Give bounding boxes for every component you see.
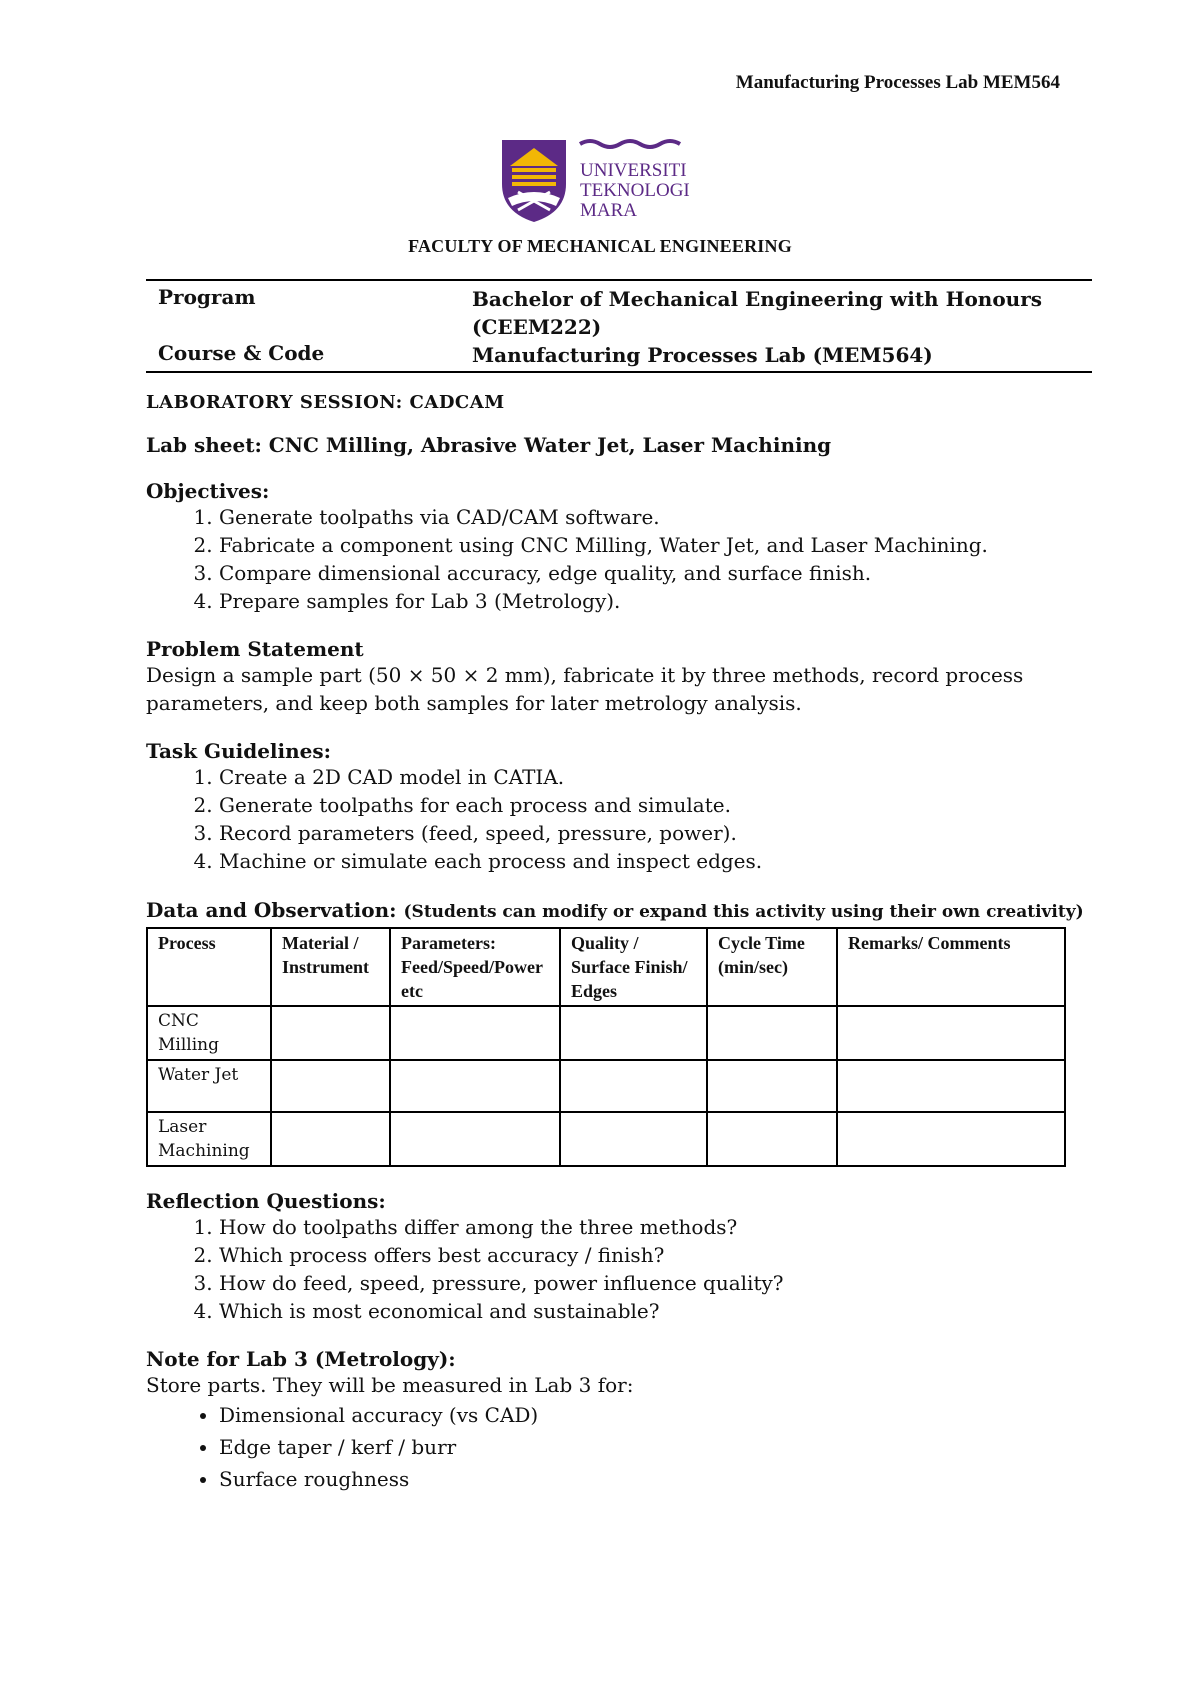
col-header-remarks: Remarks/ Comments [837,928,1065,1006]
note-lab3-intro: Store parts. They will be measured in Lab 3 for: [146,1373,634,1397]
list-item: 3. Record parameters (feed, speed, pressure, power). [219,819,1086,847]
note-lab3-list [146,1399,1086,1495]
table-row [147,1112,1065,1166]
list-item: • Edge taper / kerf / burr [219,1431,1086,1463]
table-cell[interactable] [390,1060,560,1112]
table-cell[interactable] [707,1112,837,1166]
table-cell[interactable] [271,1112,390,1166]
col-header-parameters: Parameters: Feed/Speed/Power etc [390,928,560,1006]
table-cell[interactable] [560,1060,707,1112]
list-item: 2. Fabricate a component using CNC Milling, Water Jet, and Laser Machining. [219,531,1086,559]
running-header: Manufacturing Processes Lab MEM564 [735,72,1060,93]
note-lab3-section [146,1347,1086,1495]
table-cell[interactable] [560,1006,707,1060]
table-cell[interactable] [560,1112,707,1166]
tasks-heading: Task Guidelines: [146,739,332,763]
program-row [146,281,1092,341]
list-item: 4. Machine or simulate each process and inspect edges. [219,847,1086,875]
table-cell[interactable] [837,1060,1065,1112]
logo-text-1: UNIVERSITI [580,160,687,181]
list-item: 4. Prepare samples for Lab 3 (Metrology). [219,587,1086,615]
list-item: 2. Generate toolpaths for each process and simulate. [219,791,1086,819]
table-row [147,1060,1065,1112]
list-item: 3. Compare dimensional accuracy, edge quality, and surface finish. [219,559,1086,587]
table-cell[interactable] [390,1112,560,1166]
reflection-heading: Reflection Questions: [146,1189,386,1213]
list-item: 4. Which is most economical and sustainable? [219,1297,1086,1325]
list-item: 1. How do toolpaths differ among the three methods? [219,1213,1086,1241]
row-label-water-jet: Water Jet [147,1060,271,1112]
row-label-laser: Laser Machining [147,1112,271,1166]
table-cell[interactable] [837,1112,1065,1166]
tasks-section [146,739,1086,875]
program-label: Program [158,285,256,309]
course-label: Course & Code [158,341,325,365]
table-header-row [147,928,1065,1006]
table-cell[interactable] [271,1006,390,1060]
lab-sheet-title: Lab sheet: CNC Milling, Abrasive Water Jet, Laser Machining [146,433,832,457]
table-row [147,1006,1065,1060]
table-cell[interactable] [390,1006,560,1060]
program-info-table [146,279,1092,373]
program-value [472,285,1092,341]
col-header-process: Process [147,928,271,1006]
logo-text-3: MARA [580,200,638,221]
logo-text-2: TEKNOLOGI [580,180,690,201]
objectives-heading: Objectives: [146,479,270,503]
col-header-material: Material / Instrument [271,928,390,1006]
program-value-line1: Bachelor of Mechanical Engineering with Honours [472,287,1043,311]
list-item: 1. Generate toolpaths via CAD/CAM software. [219,503,1086,531]
list-item: • Surface roughness [219,1463,1086,1495]
uitm-logo [500,136,710,224]
observation-table [146,927,1066,1167]
data-observation-heading [146,897,1086,925]
col-header-cycle-time: Cycle Time (min/sec) [707,928,837,1006]
reflection-list [146,1213,1086,1325]
problem-section [146,637,1086,717]
faculty-title: FACULTY OF MECHANICAL ENGINEERING [408,236,792,256]
problem-text-line1: Design a sample part (50 × 50 × 2 mm), fabricate it by three methods, record process [146,663,1024,687]
table-cell[interactable] [837,1006,1065,1060]
list-item: • Dimensional accuracy (vs CAD) [219,1399,1086,1431]
data-observation-title: Data and Observation: [146,898,397,922]
course-value: Manufacturing Processes Lab (MEM564) [472,343,933,367]
objectives-list [146,503,1086,615]
table-cell[interactable] [271,1060,390,1112]
lab-sheet-body [146,392,1086,1495]
problem-heading: Problem Statement [146,637,364,661]
list-item: 2. Which process offers best accuracy / finish? [219,1241,1086,1269]
table-cell[interactable] [707,1060,837,1112]
col-header-quality: Quality / Surface Finish/ Edges [560,928,707,1006]
tasks-list [146,763,1086,875]
objectives-section [146,479,1086,615]
reflection-section [146,1189,1086,1325]
list-item: 3. How do feed, speed, pressure, power influence quality? [219,1269,1086,1297]
problem-text-line2: parameters, and keep both samples for later metrology analysis. [146,691,802,715]
data-observation-note: (Students can modify or expand this activity using their own creativity) [403,902,1084,922]
row-label-cnc: CNC Milling [147,1006,271,1060]
lab-session-title: LABORATORY SESSION: CADCAM [146,392,505,413]
program-value-line2: (CEEM222) [472,315,602,339]
table-cell[interactable] [707,1006,837,1060]
note-lab3-heading: Note for Lab 3 (Metrology): [146,1347,456,1371]
course-row [146,341,1092,371]
list-item: 1. Create a 2D CAD model in CATIA. [219,763,1086,791]
